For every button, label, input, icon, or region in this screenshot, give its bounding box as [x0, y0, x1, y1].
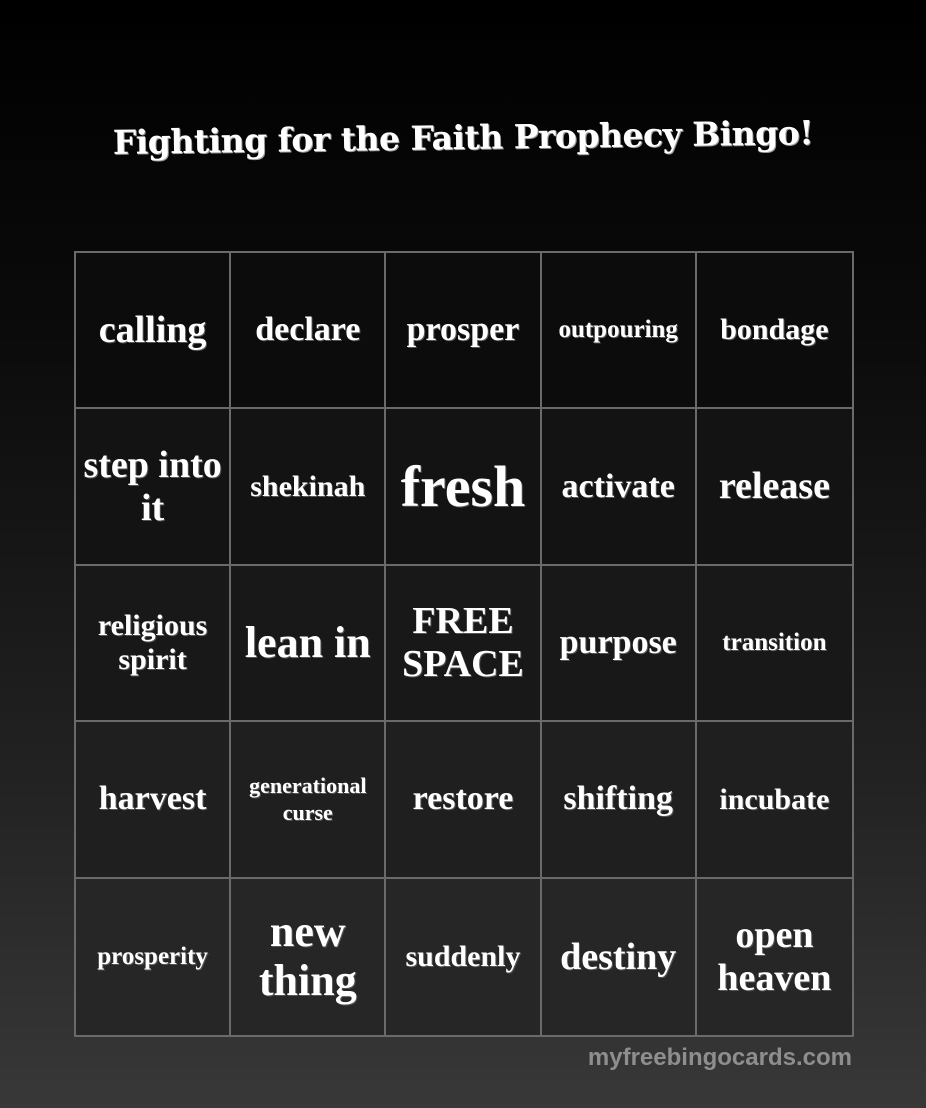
bingo-cell[interactable] — [76, 879, 231, 1035]
cell-label: restore — [412, 780, 514, 818]
bingo-cell[interactable] — [542, 253, 697, 409]
cell-label: outpouring — [558, 316, 678, 344]
cell-label: generational curse — [249, 772, 367, 826]
bingo-cell[interactable] — [386, 409, 541, 565]
bingo-cell[interactable] — [231, 566, 386, 722]
bingo-cell[interactable] — [386, 879, 541, 1035]
bingo-cell[interactable] — [76, 409, 231, 565]
cell-label: declare — [255, 311, 361, 349]
free-space-cell[interactable] — [386, 566, 541, 722]
cell-label: transition — [722, 628, 827, 656]
cell-label: open heaven — [717, 914, 832, 999]
cell-label: FREE SPACE — [402, 600, 524, 685]
cell-label: harvest — [98, 780, 207, 818]
cell-label: release — [718, 465, 830, 508]
cell-label: bondage — [720, 313, 829, 347]
bingo-cell[interactable] — [76, 566, 231, 722]
cell-label: shekinah — [250, 469, 366, 503]
bingo-cell[interactable] — [231, 253, 386, 409]
cell-label: new thing — [258, 907, 357, 1005]
bingo-grid — [74, 251, 854, 1037]
bingo-cell[interactable] — [697, 409, 852, 565]
bingo-cell[interactable] — [697, 253, 852, 409]
bingo-cell[interactable] — [231, 722, 386, 878]
bingo-cell[interactable] — [231, 879, 386, 1035]
cell-label: lean in — [244, 617, 371, 667]
cell-label: fresh — [400, 453, 526, 519]
site-watermark: myfreebingocards.com — [587, 1044, 852, 1071]
cell-label: destiny — [560, 935, 677, 978]
cell-label: calling — [98, 308, 207, 351]
cell-label: shifting — [563, 780, 673, 818]
bingo-cell[interactable] — [386, 722, 541, 878]
bingo-cell[interactable] — [542, 409, 697, 565]
cell-label: step into it — [83, 444, 222, 529]
bingo-cell[interactable] — [542, 566, 697, 722]
bingo-cell[interactable] — [697, 879, 852, 1035]
cell-label: incubate — [719, 782, 830, 816]
cell-label: religious spirit — [97, 609, 208, 676]
cell-label: activate — [561, 467, 675, 505]
bingo-cell[interactable] — [697, 566, 852, 722]
bingo-cell[interactable] — [76, 722, 231, 878]
bingo-cell[interactable] — [76, 253, 231, 409]
bingo-cell[interactable] — [386, 253, 541, 409]
cell-label: prosper — [406, 311, 520, 349]
cell-label: suddenly — [405, 939, 521, 973]
bingo-cell[interactable] — [542, 879, 697, 1035]
bingo-cell[interactable] — [231, 409, 386, 565]
card-title: Fighting for the Faith Prophecy Bingo! — [112, 113, 814, 162]
bingo-cell[interactable] — [542, 722, 697, 878]
cell-label: purpose — [559, 623, 677, 661]
bingo-cell[interactable] — [697, 722, 852, 878]
cell-label: prosperity — [97, 942, 208, 970]
